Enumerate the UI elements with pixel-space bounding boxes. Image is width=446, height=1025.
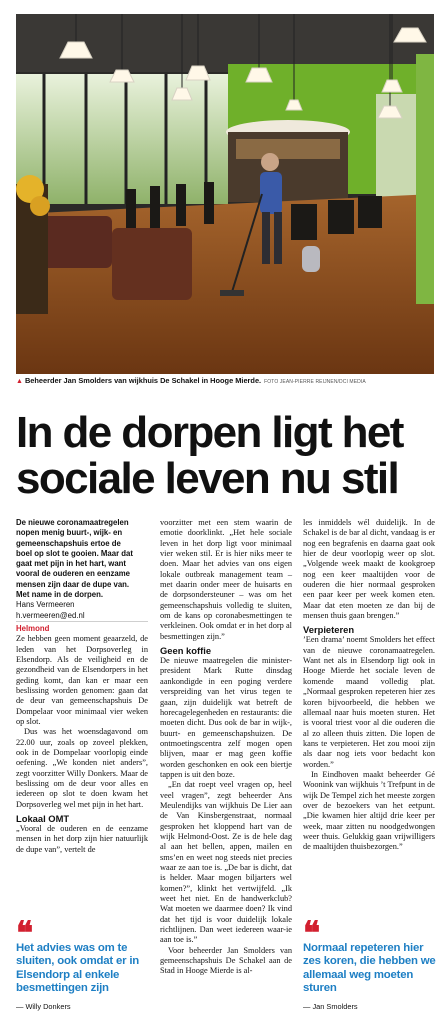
author-name: Hans Vermeeren [16, 600, 75, 610]
quote-mark-icon: ❝ [16, 915, 30, 951]
body-paragraph: voorzitter met een stem waarin de emotie doorklinkt. „Het hele sociale leven in het dorp ligt voor minimaal vier weken stil. Er is hier niks meer te doen. Maar het advies van ons eigen lokale outbreak management team – met daarin onder meer de huisarts en de dorpsondersteuner – was om het gemeenschapshuis volledig te sluiten, om de kans op coronabesmettingen te verkleinen. Ook omdat er in het dorp al besmettingen zijn.” [160, 518, 292, 641]
caption-triangle-icon: ▲ [16, 378, 23, 385]
quote-text: Het advies was om te sluiten, ook omdat er in Elsendorp al enkele besmettingen zijn [16, 942, 140, 995]
column-3 [303, 518, 435, 853]
body-paragraph: In Eindhoven maakt beheerder Gé Woonink van wijkhuis ’t Trefpunt in de wijk De Tempel zich het meeste zorgen over de bezoekers van het eetpunt. „Die kwamen hier altijd drie keer per week, maar zitten nu noodgedwongen weer thuis. Gelukkig gaan vrijwilligers de maaltijden thuisbezorgen.” [303, 769, 435, 852]
body-paragraph: les inmiddels wél duidelijk. In de Schakel is de bar al dicht, vandaag is er nog een begrafenis en daarna gaat ook hier de deur voorlopig weer op slot. „Volgende week maakt de kookgroep nog een keer maaltijden voor de ouderen die hier normaal gesproken een paar keer per week komen eten. Maar dat eten moeten ze dan bij de mensen thuis gaan brengen.” [303, 518, 435, 621]
dateline-place: Helmond [16, 621, 148, 634]
byline [16, 600, 148, 621]
quote-text: Normaal repeteren hier zes koren, die hebben we allemaal weg moeten sturen [303, 942, 436, 995]
intro-line: Met name in de dorpen. [16, 590, 104, 600]
pull-quote-smolders [303, 915, 438, 1011]
quote-mark-icon: ❝ [303, 915, 317, 951]
intro-line: nopen menig buurt-, wijk- en [16, 528, 123, 538]
headline [16, 410, 436, 502]
subheading: Lokaal OMT [16, 813, 70, 825]
body-paragraph: ’Een drama’ noemt Smolders het effect van de nieuwe coronamaatregelen. Want net als in Elsendorp ligt ook in Hooge Mierde het sociale leven de komende maand volledig plat. „Normaal gesproken repeteren hier zes koren bijvoorbeeld, die hebben we allemaal naar huis moeten sturen. Het is vooral triest voor al die ouderen die al zo alleen thuis zitten. Die lopen de kans te verpieteren. Het zou mooi zijn als daar nog iets voor bedacht kon worden.” [303, 635, 435, 769]
quote-attribution: — Jan Smolders [303, 1001, 358, 1011]
intro-line: mensen zijn daar de dupe van. [16, 579, 130, 589]
headline-line-1: In de dorpen ligt het [16, 408, 403, 457]
column-1 [16, 518, 148, 855]
subheading: Verpieteren [303, 624, 355, 636]
body-paragraph: Voor beheerder Jan Smolders van gemeenschapshuis De Schakel aan de Stad in Hooge Mierde is al- [160, 945, 292, 976]
headline-line-2: sociale leven nu stil [16, 454, 399, 503]
subheading: Geen koffie [160, 645, 212, 657]
body-paragraph: Ze hebben geen moment geaarzeld, de leden van het Dorpsoverleg in Elsendorp. Als de veiligheid en de gezondheid van de Elsendorpers in het geding komt, dan kan er maar een beslissing worden genomen: gaan dat de deur van gemeenschapshuis De Dompelaar voor minimaal vier weken op slot. [16, 634, 148, 727]
intro [16, 518, 148, 600]
column-2 [160, 518, 292, 977]
intro-line: gemeenschapshuis ertoe de [16, 538, 121, 548]
body-paragraph: „Vooral de ouderen en de eenzame mensen in het dorp zijn hier natuurlijk de dupe van”, vertelt de [16, 824, 148, 854]
intro-line: vooral de ouderen en eenzame [16, 569, 130, 579]
photo-credit: FOTO JEAN-PIERRE REIJNEN/DCI MEDIA [264, 379, 366, 385]
intro-line: gaat met pijn in het hart, want [16, 559, 127, 569]
cafe-interior-image [16, 14, 434, 374]
body-paragraph: De nieuwe maatregelen die minister-president Mark Rutte dinsdag aankondigde in een poging verdere verspreiding van het virus tegen te gaan, zijn duidelijk wat betreft de horecagelegenheden en restaurants: die moeten dicht. Dus ook de bar in wijk-, buurt- en gemeenschapshuizen. De ontmoetingscentra zelf mogen open blijven, maar er mag geen koffie worden geschonken en ook een biertje tappen is uit den boze. [160, 656, 292, 779]
intro-line: De nieuwe coronamaatregelen [16, 518, 129, 527]
photo-caption [16, 376, 434, 387]
body-paragraph: Dus was het woensdagavond om 22.00 uur, zoals op zoveel plekken, ook in de Dompelaar voorlopig einde oefening. „We konden niet anders”, zegt voorzitter Willy Donkers. Maar de beslissing om de deur voor alles en iedereen op slot te doen kwam het Dorpsoverleg wel met pijn in het hart. [16, 727, 148, 809]
body-paragraph: „En dat roept veel vragen op, heel veel vragen”, zegt beheerder Ans Meulendijks van wijkhuis De Lier aan de Van Kinsbergenstraat, normaal gesproken het kloppend hart van de wijk Helmond-Oost. Ze is de hele dag al aan het bellen, appen, mailen en sms’en en weet nog steeds niet precies waar ze aan toe is. „De bar is dicht, dat is helder. Maar mogen biljarters wel komen?”, klinkt het vertwijfeld. „Ik weet het niet. En de handwerkclub? Wat moeten we daarmee doen? Ik vind dat het tijd is voor duidelijk lokale richtlijnen. Dan weet iedereen waar-ie aan toe is.” [160, 780, 292, 945]
author-email[interactable]: h.vermeeren@ed.nl [16, 610, 85, 620]
intro-line: boel op slot te gooien. Maar dat [16, 548, 133, 558]
quote-attribution: — Willy Donkers [16, 1001, 71, 1011]
pull-quote-donkers [16, 915, 151, 1011]
caption-text: Beheerder Jan Smolders van wijkhuis De Schakel in Hooge Mierde. [24, 376, 262, 385]
article-photo [16, 14, 434, 374]
